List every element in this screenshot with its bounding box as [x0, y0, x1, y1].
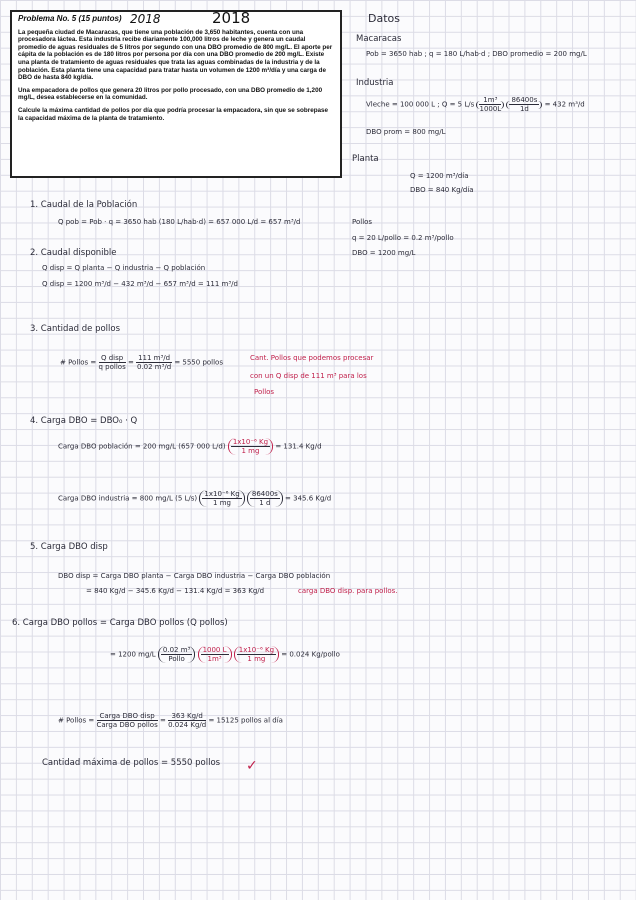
- industria-conv-1: $\frac{\text{1m³}}{1000L}$: [476, 101, 504, 109]
- macaracas-data: Pob = 3650 hab ; q = 180 L/hab·d ; DBO promedio = 200 mg/L: [366, 50, 587, 58]
- problem-paragraph-2: Una empacadora de pollos que genera 20 litros por pollo procesado, con una DBO promedio de 1,200 mg/L, desea establecerse en la comunidad.: [18, 86, 323, 102]
- industria-label: Industria: [356, 78, 394, 88]
- step-7-equation: # Pollos = $\frac{\text{Carga DBO disp}}{\text{Carga DBO pollos}}$ = $\frac{363 Kg/d}{0.024 Kg/d}$ = 15125 pollos al día: [58, 712, 283, 729]
- datos-heading: Datos: [368, 12, 400, 25]
- step-5-note: carga DBO disp. para pollos.: [298, 587, 398, 595]
- problem-paragraph-3: Calcule la máxima cantidad de pollos por día que podría procesar la empacadora, sin que se sobrepase la capacidad máxima de la planta de tratamiento.: [18, 106, 329, 122]
- industria-conv-2: $\frac{86400s}{1d}$: [506, 101, 542, 109]
- step-6-conversion-3: $\frac{\text{1x10⁻⁶ Kg}}{1 mg}$: [234, 646, 279, 663]
- step-2-title: 2. Caudal disponible: [30, 248, 117, 258]
- planta-dbo: DBO = 840 Kg/día: [410, 186, 474, 194]
- planta-flow: Q = 1200 m³/día: [410, 172, 469, 180]
- step-7-fraction-2: $\frac{363 Kg/d}{0.024 Kg/d}$: [168, 712, 207, 729]
- macaracas-label: Macaracas: [356, 34, 402, 44]
- step-6-conversion-2: $\frac{1000 L}{\text{1m³}}$: [198, 646, 232, 663]
- problem-paragraph-1: La pequeña ciudad de Macaracas, que tiene una población de 3,650 habitantes, cuenta con una procesadora láctea. Esta industria recibe diariamente 100,000 litros de leche y genera un caudal promedio de aguas residuales de 5 litros por segundo con una DBO promedio de 800 mg/L. El aporte per cápita de la población es de 180 litros por persona por día con una DBO promedio de 200 mg/L. Existe una planta de tratamiento de aguas residuales que trata las aguas combinadas de la industria y de la población. Esta planta tiene una capacidad para tratar hasta un volumen de 1200 m³/día y una carga de DBO de hasta 840 kg/día.: [18, 28, 333, 82]
- step-1-equation: Q pob = Pob · q = 3650 hab (180 L/hab·d) = 657 000 L/d = 657 m³/d: [58, 218, 301, 226]
- check-icon: ✓: [246, 758, 258, 774]
- pollos-label: Pollos: [352, 218, 373, 226]
- pollos-dbo: DBO = 1200 mg/L: [352, 249, 416, 257]
- year-annotation-small: 2018: [130, 12, 161, 26]
- year-annotation-large: 2018: [212, 9, 251, 27]
- pollos-flow: q = 20 L/pollo = 0.2 m³/pollo: [352, 234, 454, 242]
- step-3-note-3: Pollos: [254, 388, 275, 396]
- step-2-equation-1: Q disp = Q planta − Q industria − Q población: [42, 264, 206, 272]
- step-4-equation-1: Carga DBO población = 200 mg/L (657 000 L/d) $\frac{\text{1x10⁻⁶ Kg}}{1 mg}$ = 131.4 Kg/d: [58, 438, 322, 455]
- problem-title: Problema No. 5 (15 puntos): [18, 14, 122, 23]
- industria-dbo: DBO prom = 800 mg/L: [366, 128, 446, 136]
- step-6-title: 6. Carga DBO pollos = Carga DBO pollos (Q pollos): [12, 618, 228, 628]
- step-5-title: 5. Carga DBO disp: [30, 542, 108, 552]
- step-7-fraction-1: $\frac{\text{Carga DBO disp}}{\text{Carga DBO pollos}}$: [96, 712, 158, 729]
- step-4-conversion-1: $\frac{\text{1x10⁻⁶ Kg}}{1 mg}$: [228, 438, 273, 455]
- step-5-equation-2: = 840 Kg/d − 345.6 Kg/d − 131.4 Kg/d = 363 Kg/d: [86, 587, 265, 595]
- step-3-title: 3. Cantidad de pollos: [30, 324, 121, 334]
- problem-statement-box: [10, 10, 342, 178]
- step-3-equation: # Pollos = $\frac{\text{Q disp}}{\text{q pollos}}$ = $\frac{\text{111 m³/d}}{\text{0.02 m³/d}}$ = 5550 pollos: [60, 354, 223, 371]
- industria-data: [366, 96, 585, 113]
- step-2-equation-2: Q disp = 1200 m³/d − 432 m³/d − 657 m³/d = 111 m³/d: [42, 280, 238, 288]
- final-answer: Cantidad máxima de pollos = 5550 pollos: [42, 758, 221, 768]
- step-4-conversion-2: $\frac{\text{1x10⁻⁶ Kg}}{1 mg}$: [199, 490, 244, 507]
- step-6-conversion-1: $\frac{\text{0.02 m³}}{\text{Pollo}}$: [158, 646, 195, 663]
- step-3-fraction-2: $\frac{\text{111 m³/d}}{\text{0.02 m³/d}}$: [136, 354, 172, 371]
- step-3-note-2: con un Q disp de 111 m³ para los: [250, 372, 367, 380]
- industria-flow: Vleche = 100 000 L ; Q = 5 L/s: [366, 100, 475, 109]
- step-3-note-1: Cant. Pollos que podemos procesar: [250, 354, 374, 362]
- step-4-conversion-3: $\frac{86400s}{1 d}$: [247, 490, 283, 507]
- industria-result: = 432 m³/d: [544, 100, 585, 109]
- planta-label: Planta: [352, 154, 379, 164]
- step-3-fraction-1: $\frac{\text{Q disp}}{\text{q pollos}}$: [98, 354, 126, 371]
- step-6-equation: = 1200 mg/L $\frac{\text{0.02 m³}}{\text{Pollo}}$ $\frac{1000 L}{\text{1m³}}$ $\frac{\text{1x10⁻⁶ Kg}}{1 mg}$ = 0.024 Kg/pollo: [110, 646, 340, 663]
- step-4-equation-2: Carga DBO industria = 800 mg/L (5 L/s) $\frac{\text{1x10⁻⁶ Kg}}{1 mg}$ $\frac{86400s}{1 d}$ = 345.6 Kg/d: [58, 490, 332, 507]
- step-4-title: 4. Carga DBO = DBO₀ · Q: [30, 416, 138, 426]
- step-5-equation-1: DBO disp = Carga DBO planta − Carga DBO industria − Carga DBO población: [58, 572, 331, 580]
- step-1-title: 1. Caudal de la Población: [30, 200, 138, 210]
